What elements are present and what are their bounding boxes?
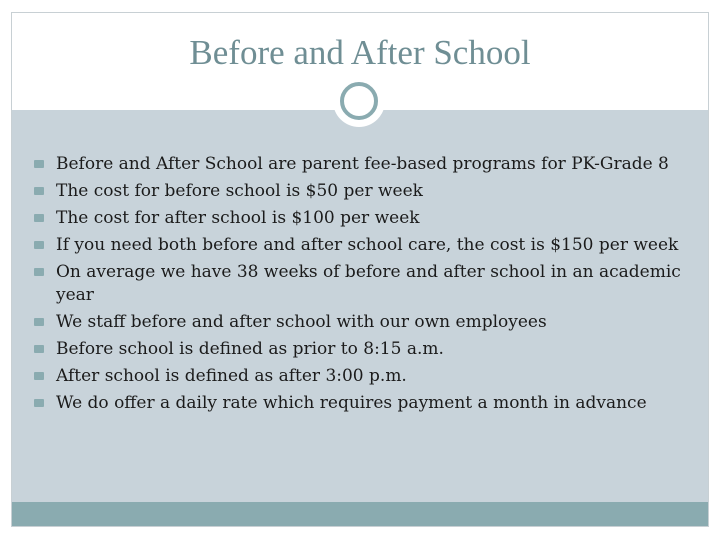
bullet-item <box>32 234 682 257</box>
bullet-square-icon <box>34 241 44 249</box>
bullet-item <box>32 392 682 415</box>
bullet-text: Before and After School are parent fee-based programs for PK-Grade 8 <box>56 154 669 174</box>
bullet-square-icon <box>34 214 44 222</box>
bullet-square-icon <box>34 399 44 407</box>
bullet-text: The cost for before school is $50 per week <box>56 181 423 201</box>
ring-ornament-icon <box>333 75 385 127</box>
bullet-item <box>32 261 682 307</box>
bullet-square-icon <box>34 372 44 380</box>
bullet-item <box>32 153 682 176</box>
bullet-text: After school is defined as after 3:00 p.m. <box>56 366 407 386</box>
bullet-item <box>32 180 682 203</box>
bullet-square-icon <box>34 268 44 276</box>
bullet-text: We do offer a daily rate which requires payment a month in advance <box>56 393 647 413</box>
bullet-text: The cost for after school is $100 per week <box>56 208 420 228</box>
bullet-text: On average we have 38 weeks of before and after school in an academic year <box>56 262 681 305</box>
bullet-list <box>32 153 682 419</box>
bullet-square-icon <box>34 187 44 195</box>
bullet-text: Before school is defined as prior to 8:15 a.m. <box>56 339 444 359</box>
bullet-square-icon <box>34 318 44 326</box>
bullet-text: If you need both before and after school care, the cost is $150 per week <box>56 235 679 255</box>
slide-title: Before and After School <box>189 33 531 72</box>
bullet-item <box>32 311 682 334</box>
footer-bar <box>12 502 708 526</box>
ring-inner <box>340 82 378 120</box>
bullet-item <box>32 338 682 361</box>
bullet-square-icon <box>34 160 44 168</box>
bullet-item <box>32 365 682 388</box>
bullet-square-icon <box>34 345 44 353</box>
bullet-item <box>32 207 682 230</box>
content-panel <box>12 110 708 502</box>
bullet-text: We staff before and after school with our own employees <box>56 312 547 332</box>
